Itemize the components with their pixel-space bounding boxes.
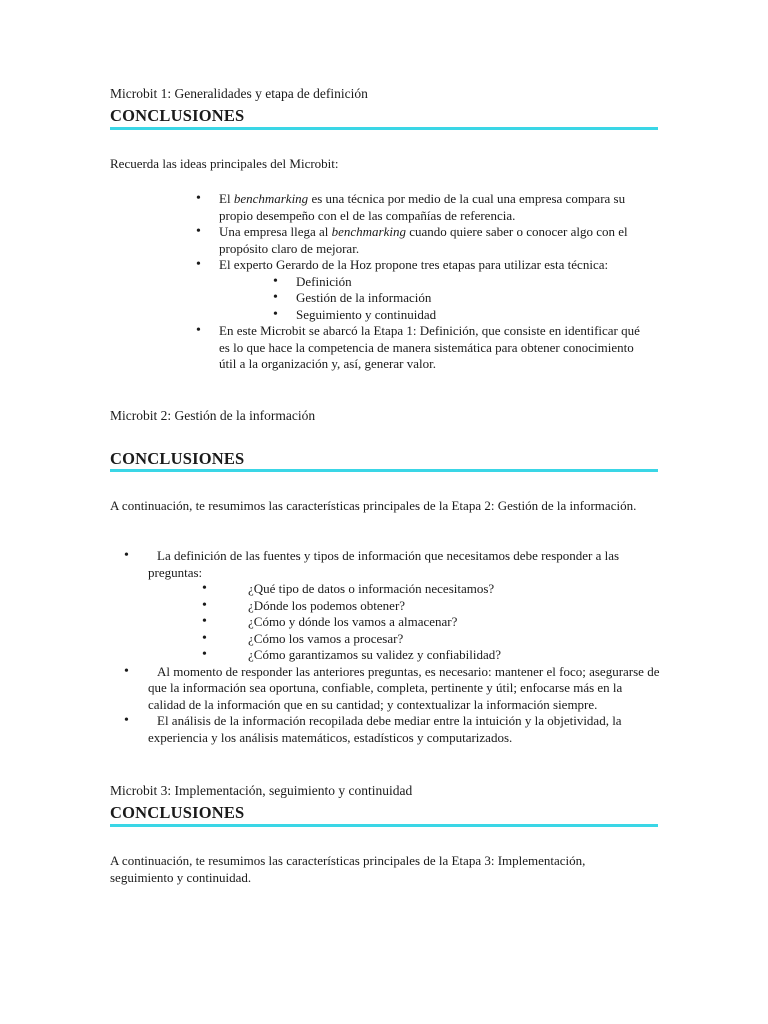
bullet-emphasis: benchmarking: [331, 224, 406, 239]
questions-list: [110, 581, 660, 664]
section1-rule: [110, 127, 658, 130]
bullet-emphasis: benchmarking: [233, 191, 309, 206]
list-item: • ¿Cómo garantizamos su validez y confiabilidad?: [110, 647, 648, 664]
list-item: [110, 191, 649, 224]
list-item: • Seguimiento y continuidad: [110, 307, 616, 324]
bullet-text: El experto Gerardo de la Hoz propone tres etapas para utilizar esta técnica:: [219, 257, 609, 272]
bullet-text: • El análisis de la información recopilada debe mediar entre la intuición y la objetividad, la experiencia y los análisis matemáticos, estadísticos y computarizados.: [148, 713, 622, 745]
section1-heading: CONCLUSIONES: [110, 106, 245, 125]
section3-heading: CONCLUSIONES: [110, 803, 245, 822]
section3-intro: A continuación, te resumimos las características principales de la Etapa 3: Implementación, seguimiento y continuidad.: [110, 853, 586, 885]
nested-list-container: [110, 581, 660, 664]
section1-intro: Recuerda las ideas principales del Microbit:: [110, 156, 339, 171]
bullet-text: es una técnica por medio de la cual una empresa compara su propio desempeño con el de las compañías de referencia.: [219, 191, 626, 223]
section2-intro: A continuación, te resumimos las características principales de la Etapa 2: Gestión de la información.: [110, 498, 637, 513]
stages-list: [110, 274, 649, 324]
bullet-text: En este Microbit se abarcó la Etapa 1: Definición, que consiste en identificar qué es lo que hace la competencia de manera sistemática para obtener conocimiento útil a la organización y, así, generar valor.: [219, 323, 640, 371]
section2-rule: [110, 469, 658, 472]
list-item: [110, 257, 649, 274]
list-item: • Definición: [110, 274, 616, 291]
list-item: [110, 664, 660, 714]
nested-list-container: [110, 274, 649, 324]
section1-bullet-list: [110, 191, 649, 373]
bullet-text: • La definición de las fuentes y tipos de información que necesitamos debe responder a las preguntas:: [148, 548, 620, 580]
list-item: • ¿Dónde los podemos obtener?: [110, 598, 648, 615]
list-item: • ¿Cómo los vamos a procesar?: [110, 631, 648, 648]
list-item: • ¿Cómo y dónde los vamos a almacenar?: [110, 614, 648, 631]
list-item: • Gestión de la información: [110, 290, 616, 307]
bullet-text: El: [219, 191, 234, 206]
list-item: [110, 323, 649, 373]
list-item: [110, 713, 660, 746]
section1-title: Microbit 1: Generalidades y etapa de definición: [110, 86, 368, 101]
list-item: [110, 548, 660, 581]
bullet-text: • Al momento de responder las anteriores preguntas, es necesario: mantener el foco; asegurarse de que la información sea oportuna, confiable, completa, pertinente y útil; enfocarse más en la calidad de la información que en su cantidad; y contextualizar la información siempre.: [148, 663, 660, 712]
section2-bullet-list: [110, 548, 660, 746]
section2-title: Microbit 2: Gestión de la información: [110, 408, 316, 423]
list-item: • ¿Qué tipo de datos o información necesitamos?: [110, 581, 648, 598]
section3-title: Microbit 3: Implementación, seguimiento y continuidad: [110, 783, 413, 798]
section2-heading: CONCLUSIONES: [110, 449, 245, 468]
bullet-text: cuando quiere saber o conocer algo con el propósito claro de mejorar.: [219, 224, 628, 256]
section3-rule: [110, 824, 658, 827]
bullet-text: Una empresa llega al: [219, 224, 332, 239]
list-item: [110, 224, 649, 257]
